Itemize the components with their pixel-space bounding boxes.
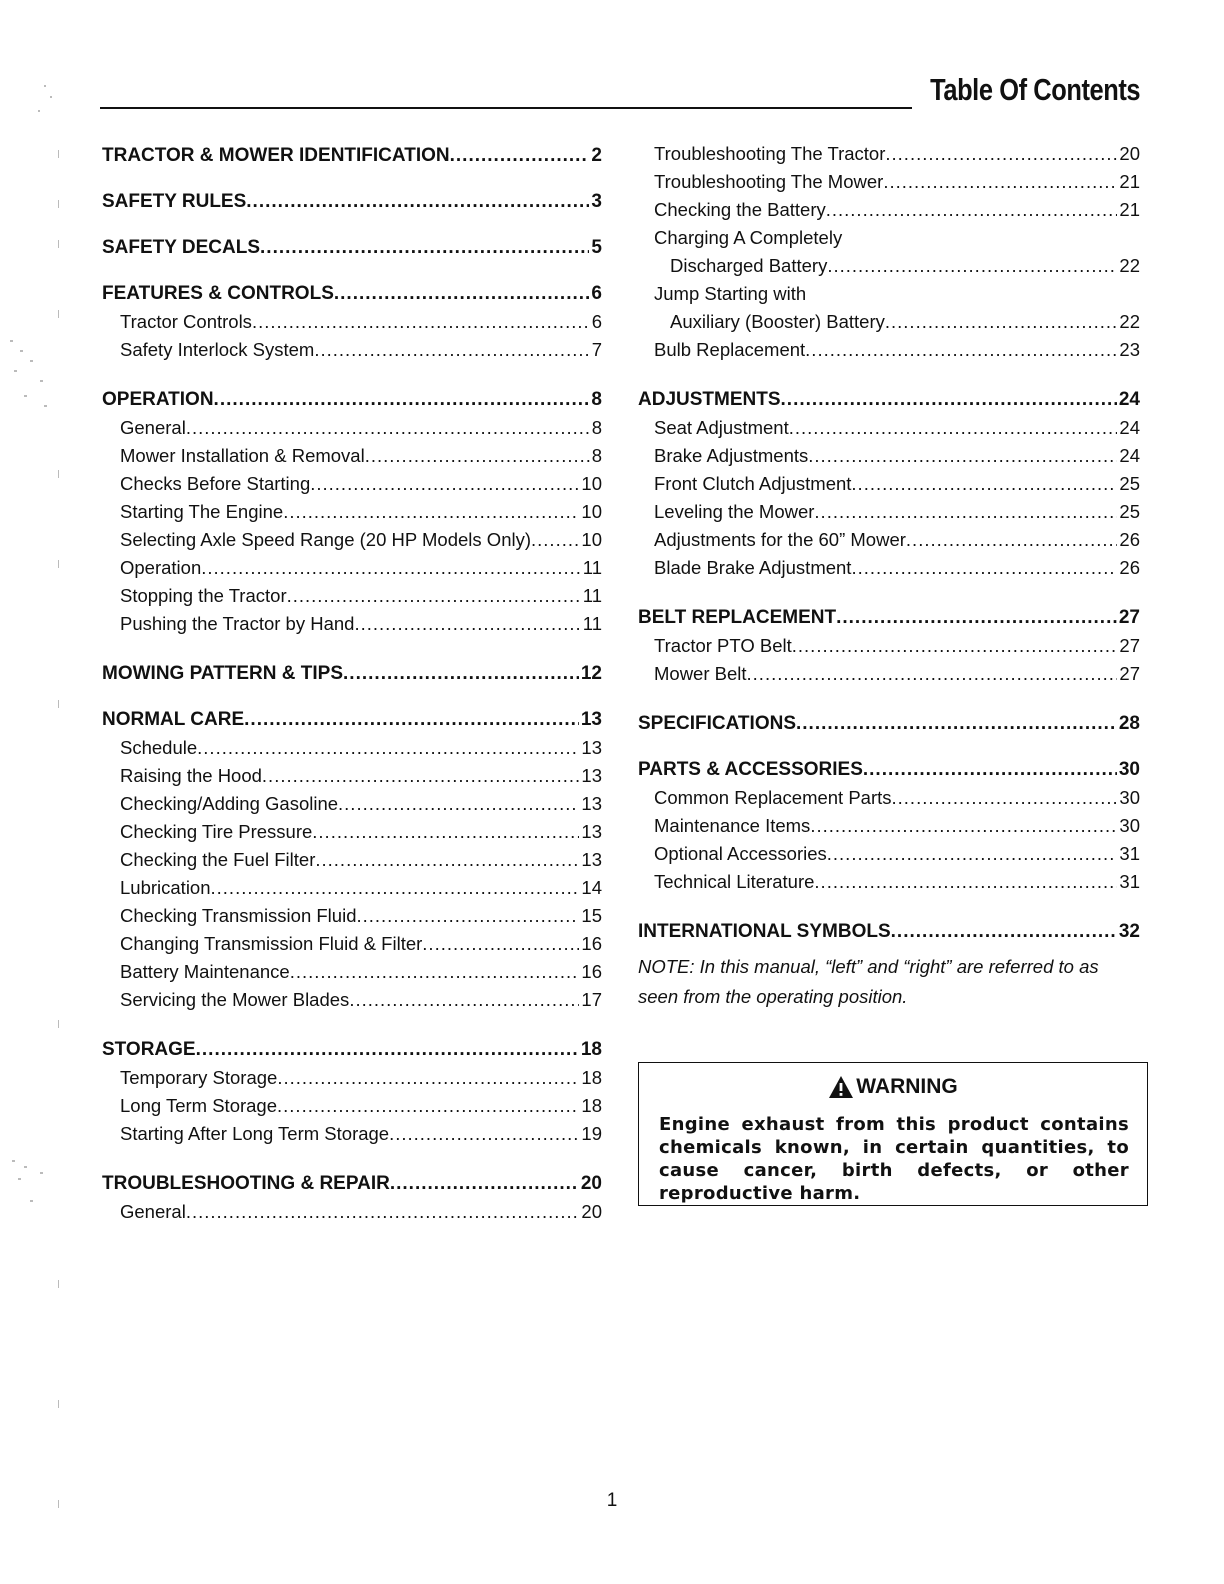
- toc-entry[interactable]: NORMAL CARE ..... 13: [102, 706, 602, 734]
- toc-entry[interactable]: Blade Brake Adjustment ..... 26: [638, 554, 1140, 582]
- toc-entry[interactable]: Temporary Storage ..... 18: [102, 1064, 602, 1092]
- toc-entry[interactable]: Safety Interlock System ..... 7: [102, 336, 602, 364]
- toc-entry[interactable]: Auxiliary (Booster) Battery ..... 22: [638, 308, 1140, 336]
- toc-entry[interactable]: SAFETY DECALS ..... 5: [102, 234, 602, 262]
- toc-entry[interactable]: Tractor PTO Belt ..... 27: [638, 632, 1140, 660]
- toc-entry[interactable]: OPERATION ..... 8: [102, 386, 602, 414]
- toc-entry[interactable]: Battery Maintenance ..... 16: [102, 958, 602, 986]
- toc-entry[interactable]: Starting After Long Term Storage ..... 19: [102, 1120, 602, 1148]
- toc-entry[interactable]: TROUBLESHOOTING & REPAIR ..... 20: [102, 1170, 602, 1198]
- toc-entry[interactable]: Adjustments for the 60” Mower ..... 26: [638, 526, 1140, 554]
- toc-entry[interactable]: Checking Tire Pressure ..... 13: [102, 818, 602, 846]
- toc-entry[interactable]: Discharged Battery ..... 22: [638, 252, 1140, 280]
- orientation-note: NOTE: In this manual, “left” and “right” are referred to as seen from the operating position.: [638, 956, 1099, 1007]
- toc-entry[interactable]: MOWING PATTERN & TIPS ..... 12: [102, 660, 602, 688]
- toc-entry[interactable]: Leveling the Mower ..... 25: [638, 498, 1140, 526]
- page-title: Table Of Contents: [929, 72, 1140, 107]
- toc-entry[interactable]: Bulb Replacement ..... 23: [638, 336, 1140, 364]
- toc-entry[interactable]: Brake Adjustments ..... 24: [638, 442, 1140, 470]
- toc-entry[interactable]: Checking the Fuel Filter ..... 13: [102, 846, 602, 874]
- toc-entry[interactable]: Mower Belt ..... 27: [638, 660, 1140, 688]
- toc-entry[interactable]: Schedule ..... 13: [102, 734, 602, 762]
- toc-entry[interactable]: Starting The Engine ..... 10: [102, 498, 602, 526]
- toc-entry[interactable]: Checking Transmission Fluid ..... 15: [102, 902, 602, 930]
- toc-entry[interactable]: Pushing the Tractor by Hand ..... 11: [102, 610, 602, 638]
- toc-entry[interactable]: Selecting Axle Speed Range (20 HP Models Only) ..... 10: [102, 526, 602, 554]
- toc-entry[interactable]: INTERNATIONAL SYMBOLS ..... 32: [638, 918, 1140, 946]
- toc-entry[interactable]: Checking/Adding Gasoline ..... 13: [102, 790, 602, 818]
- toc-left-column: [102, 142, 602, 1226]
- toc-entry[interactable]: Stopping the Tractor ..... 11: [102, 582, 602, 610]
- warning-text: Engine exhaust from this product contains chemicals known, in certain quantities, to cause cancer, birth defects, or other reproductive harm.: [659, 1114, 1129, 1204]
- toc-entry[interactable]: Seat Adjustment ..... 24: [638, 414, 1140, 442]
- toc-entry[interactable]: Optional Accessories ..... 31: [638, 840, 1140, 868]
- toc-entry[interactable]: Common Replacement Parts ..... 30: [638, 784, 1140, 812]
- toc-entry[interactable]: SPECIFICATIONS ..... 28: [638, 710, 1140, 738]
- toc-entry-line: Jump Starting with: [654, 283, 807, 304]
- toc-entry-line: Charging A Completely: [654, 227, 843, 248]
- toc-entry[interactable]: TRACTOR & MOWER IDENTIFICATION ..... 2: [102, 142, 602, 170]
- title-rule: [100, 107, 912, 109]
- warning-heading-text: WARNING: [856, 1075, 958, 1098]
- toc-entry[interactable]: PARTS & ACCESSORIES ..... 30: [638, 756, 1140, 784]
- toc-entry[interactable]: Troubleshooting The Tractor ..... 20: [638, 140, 1140, 168]
- toc-entry[interactable]: STORAGE ..... 18: [102, 1036, 602, 1064]
- warning-heading: [639, 1075, 1147, 1099]
- toc-entry[interactable]: Tractor Controls ..... 6: [102, 308, 602, 336]
- toc-right-column: [638, 140, 1140, 1012]
- toc-entry[interactable]: Changing Transmission Fluid & Filter ..... 16: [102, 930, 602, 958]
- toc-entry[interactable]: Mower Installation & Removal ..... 8: [102, 442, 602, 470]
- toc-entry[interactable]: Lubrication ..... 14: [102, 874, 602, 902]
- toc-entry[interactable]: FEATURES & CONTROLS ..... 6: [102, 280, 602, 308]
- toc-entry[interactable]: SAFETY RULES ..... 3: [102, 188, 602, 216]
- toc-entry[interactable]: Checks Before Starting ..... 10: [102, 470, 602, 498]
- toc-entry[interactable]: Technical Literature ..... 31: [638, 868, 1140, 896]
- toc-entry[interactable]: Front Clutch Adjustment ..... 25: [638, 470, 1140, 498]
- toc-entry[interactable]: Troubleshooting The Mower ..... 21: [638, 168, 1140, 196]
- page-number: 1: [606, 1490, 618, 1511]
- toc-entry[interactable]: Servicing the Mower Blades ..... 17: [102, 986, 602, 1014]
- toc-entry[interactable]: BELT REPLACEMENT ..... 27: [638, 604, 1140, 632]
- warning-box: [638, 1062, 1148, 1206]
- toc-entry[interactable]: General ..... 8: [102, 414, 602, 442]
- warning-triangle-icon: [828, 1075, 854, 1099]
- toc-entry[interactable]: Maintenance Items ..... 30: [638, 812, 1140, 840]
- toc-entry[interactable]: Operation ..... 11: [102, 554, 602, 582]
- scan-margin-specks: [0, 0, 70, 1584]
- toc-entry[interactable]: Long Term Storage ..... 18: [102, 1092, 602, 1120]
- toc-entry[interactable]: Checking the Battery ..... 21: [638, 196, 1140, 224]
- toc-entry[interactable]: General ..... 20: [102, 1198, 602, 1226]
- toc-entry[interactable]: Raising the Hood ..... 13: [102, 762, 602, 790]
- toc-entry[interactable]: ADJUSTMENTS ..... 24: [638, 386, 1140, 414]
